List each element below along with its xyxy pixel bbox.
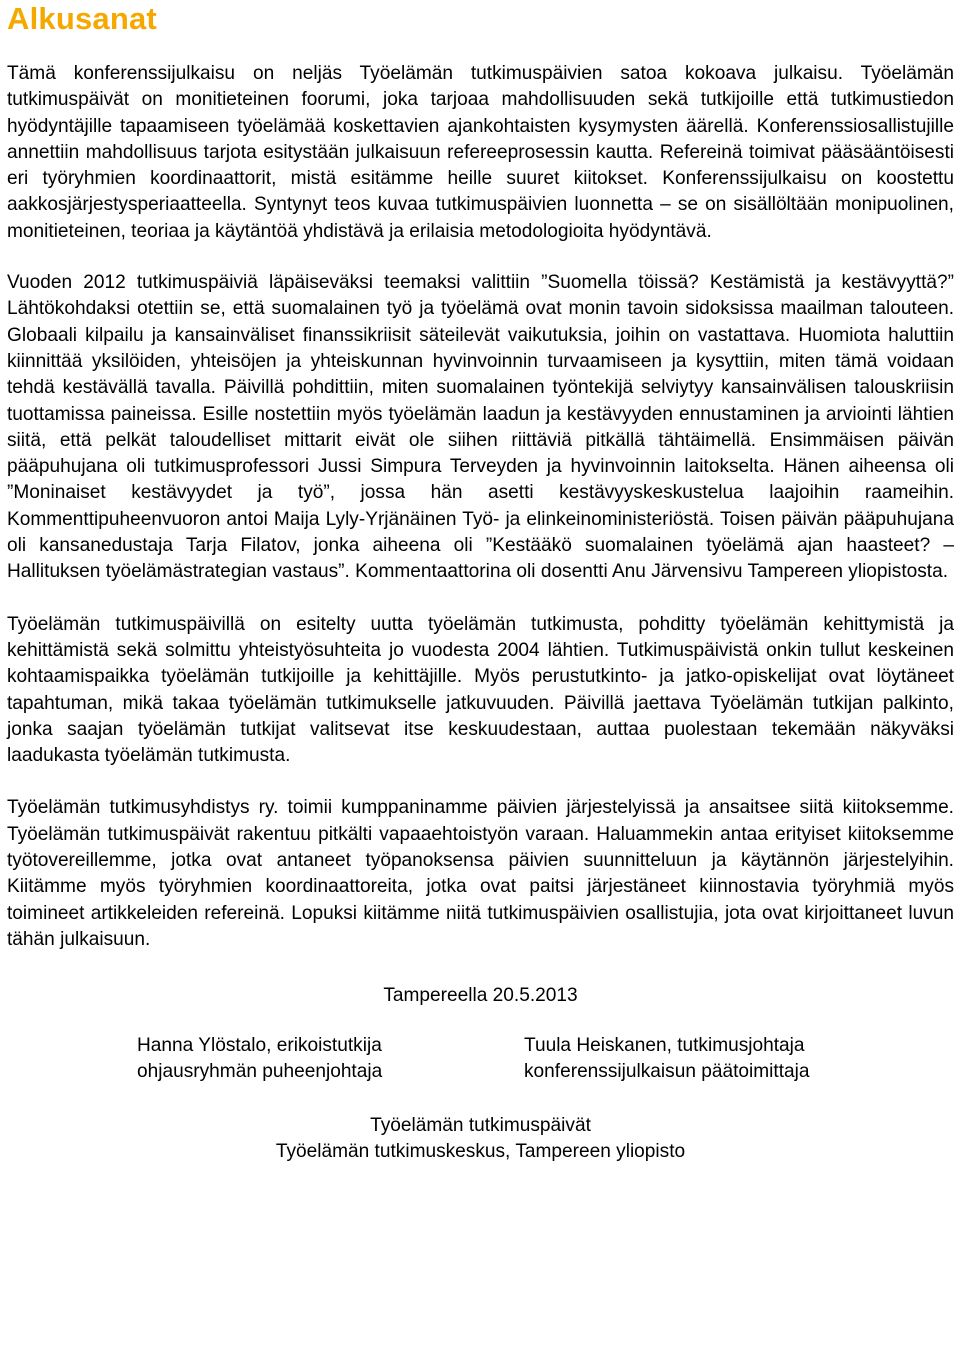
signature-left-role: ohjausryhmän puheenjohtaja <box>137 1060 383 1082</box>
paragraph-theme: Vuoden 2012 tutkimuspäiviä läpäiseväksi teemaksi valittiin ”Suomella töissä? Kestämistä ja kestävyyttä?” Lähtökohdaksi otettiin se, että suomalainen työ ja työelämä ovat monin tavoin sidoksissa maailman talouteen. Globaali kilpailu ja kansainväliset finanssikriisit säteilevät vaikutuksia, joihin on vastattava. Huomiota haluttiin kiinnittää yksilöiden, yhteisöjen ja yhteiskunnan hyvinvoinnin turvaamiseen ja kysyttiin, miten tämä voidaan tehdä kestävällä tavalla. Päivillä pohdittiin, miten suomalainen työntekijä selviytyy kansainvälisen talouskriisin tuottamissa paineissa. Esille nostettiin myös työelämän laadun ja kestävyyden ennustaminen ja arviointi lähtien siitä, että pelkät taloudelliset mittarit eivät ole siihen riittäviä pitkällä tähtäimellä. Ensimmäisen päivän pääpuhujana oli tutkimusprofessori Jussi Simpura Terveyden ja hyvinvoinnin laitokselta. Hänen aiheensa oli ”Moninaiset kestävyydet ja työ”, jossa hän asetti kestävyyskeskustelua laajoihin raameihin. Kommenttipuheenvuoron antoi Maija Lyly-Yrjänäinen Työ- ja elinkeinoministeriöstä. Toisen päivän pääpuhujana oli kansanedustaja Tarja Filatov, jonka aiheena oli ”Kestääkö suomalainen työelämä ajan haasteet? – Hallituksen työelämästrategian vastaus”. Kommentaattorina oli dosentti Anu Järvensivu Tampereen yliopistosta. <box>7 272 954 583</box>
signature-right-name: Tuula Heiskanen, tutkimusjohtaja <box>524 1034 805 1056</box>
page-title: Alkusanat <box>7 1 157 36</box>
paragraph-intro: Tämä konferenssijulkaisu on neljäs Työelämän tutkimuspäivien satoa kokoava julkaisu. Työelämän tutkimuspäivät on monitieteinen foorumi, joka tarjoaa mahdollisuuden sekä tutkijoille että tutkimustiedon hyödyntäjille tapaamiseen työelämää koskettavien ajankohtaisten kysymysten äärellä. Konferenssiosallistujille annettiin mahdollisuus tarjota esitystään julkaisuun refereeprosessin kautta. Refereinä toimivat pääsääntöisesti eri työryhmien koordinaattorit, mistä esitämme heille suuret kiitokset. Konferenssijulkaisu on koostettu aakkosjärjestysperiaatteella. Syntynyt teos kuvaa tutkimuspäivien luonnetta – se on sisällöltään monipuolinen, monitieteinen, teoriaa ja käytäntöä yhdistävä ja erilaisia metodologioita hyödyntävä. <box>7 63 954 242</box>
paragraph-history: Työelämän tutkimuspäivillä on esitelty uutta työelämän tutkimusta, pohditty työelämän kehittymistä ja kehittämistä sekä solmittu yhteistyösuhteita jo vuodesta 2004 lähtien. Tutkimuspäivistä onkin tullut keskeinen kohtaamispaikka työelämän tutkijoille ja kehittäjille. Myös perustutkinto- ja jatko-opiskelijat ovat löytäneet tapahtuman, mikä takaa työelämän tutkimukselle jatkuvuuden. Päivillä jaettava Työelämän tutkijan palkinto, jonka saajan työelämän tutkijat valitsevat itse keskuudestaan, auttaa puolestaan tekemään näkyväksi laadukasta työelämän tutkimusta. <box>7 613 954 767</box>
place-date: Tampereella 20.5.2013 <box>383 985 578 1007</box>
signature-left-name: Hanna Ylöstalo, erikoistutkija <box>137 1034 382 1056</box>
signature-right-role: konferenssijulkaisun päätoimittaja <box>524 1060 810 1082</box>
paragraph-thanks: Työelämän tutkimusyhdistys ry. toimii kumppaninamme päivien järjestelyissä ja ansaitsee siitä kiitoksemme. Työelämän tutkimuspäivät rakentuu pitkälti vapaaehtoistyön varaan. Haluammekin antaa erityiset kiitoksemme työtovereillemme, jotka ovat antaneet työpanoksensa päivien suunnitteluun ja käytännön järjestelyihin. Kiitämme myös työryhmien koordinaattoreita, jotka ovat paitsi järjestäneet kiinnostavia työryhmiä myös toimineet artikkeleiden refereinä. Lopuksi kiitämme niitä tutkimuspäivien osallistujia, jota ovat kirjoittaneet luvun tähän julkaisuun. <box>7 797 954 950</box>
document-page <box>7 0 954 1165</box>
footer <box>7 1113 954 1166</box>
footer-event: Työelämän tutkimuspäivät <box>370 1114 591 1136</box>
footer-organization: Työelämän tutkimuskeskus, Tampereen yliopisto <box>275 1140 686 1162</box>
signatures <box>7 1033 954 1086</box>
signature-right <box>524 1033 810 1086</box>
signature-left <box>137 1033 382 1086</box>
